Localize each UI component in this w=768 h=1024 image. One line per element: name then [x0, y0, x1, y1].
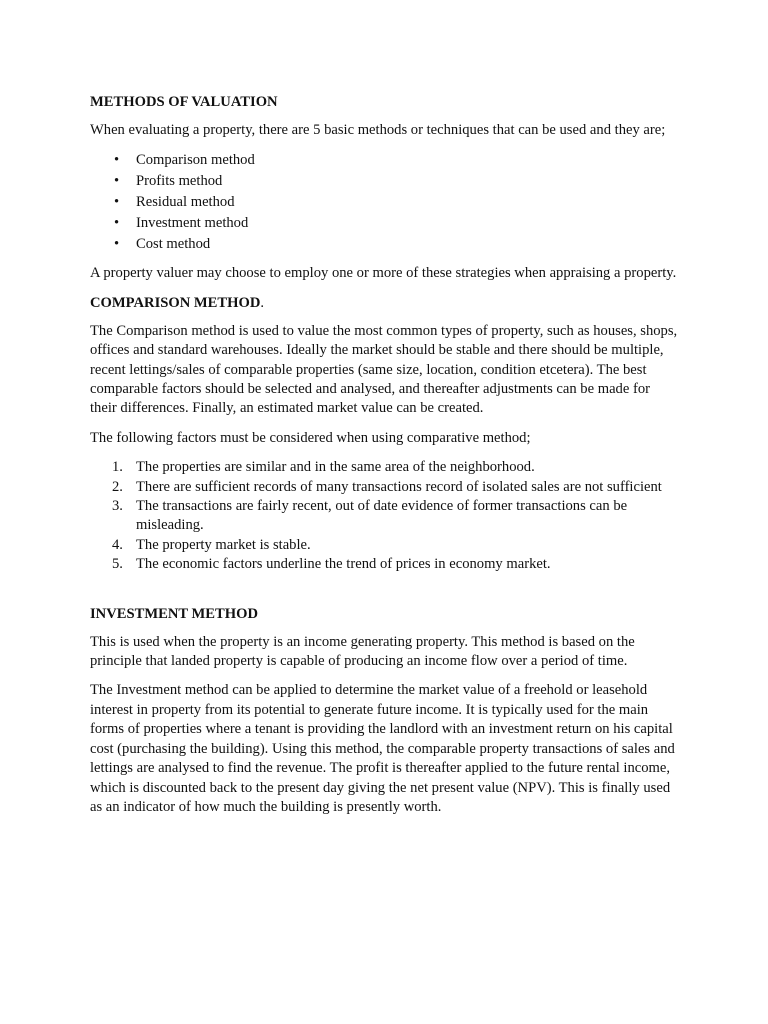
investment-heading: INVESTMENT METHOD [90, 605, 258, 622]
list-item [90, 555, 680, 574]
list-item-text: The transactions are fairly recent, out of date evidence of former transactions can be misleading. [136, 498, 628, 534]
comparison-paragraph-2: The following factors must be considered when using comparative method; [90, 429, 531, 446]
document-page [90, 93, 680, 827]
list-number: 5. [112, 556, 123, 573]
list-number: 3. [112, 498, 123, 515]
list-item-text: Investment method [136, 214, 249, 231]
section-spacer [90, 585, 680, 605]
methods-heading: METHODS OF VALUATION [90, 94, 278, 110]
methods-outro: A property valuer may choose to employ one or more of these strategies when appraising a property. [90, 265, 677, 282]
comparison-factors-list [90, 458, 680, 574]
list-number: 1. [112, 459, 123, 476]
list-item [90, 192, 680, 213]
comparison-heading [90, 294, 680, 313]
methods-list [90, 150, 680, 254]
list-item-text: Cost method [136, 235, 211, 252]
list-number: 4. [112, 536, 123, 553]
list-item [90, 213, 680, 234]
list-item [90, 478, 680, 497]
bullet-icon: • [114, 235, 120, 252]
bullet-icon: • [114, 152, 120, 169]
list-item [90, 497, 680, 536]
investment-paragraph-1: This is used when the property is an income generating property. This method is based on the principle that landed property is capable of producing an income flow over a period of time. [90, 633, 635, 670]
list-item-text: The property market is stable. [136, 536, 311, 553]
list-item-text: The economic factors underline the trend of prices in economy market. [136, 556, 551, 573]
list-item-text: Residual method [136, 194, 235, 210]
investment-paragraph-2: The Investment method can be applied to determine the market value of a freehold or leasehold interest in property from its potential to generate future income. It is typically used for the main forms of properties where a tenant is providing the landlord with an investment return on his capital cost (purchasing the building). Using this method, the comparable property transactions of sales and lettings are analysed to find the revenue. The profit is thereafter applied to the future rental income, which is discounted back to the present day giving the net present value (NPV). This is finally used as an indicator of how much the building is presently worth. [90, 682, 675, 815]
comparison-paragraph-1: The Comparison method is used to value the most common types of property, such as houses, shops, offices and standard warehouses. Ideally the market should be stable and there should be multiple, recent lettings/sales of comparable properties (same size, location, condition etcetera). The best comparable factors should be selected and analysed, and thereafter adjustments can be made for their differences. Finally, an estimated market value can be created. [90, 322, 678, 417]
list-item [90, 234, 680, 255]
list-item-text: The properties are similar and in the same area of the neighborhood. [136, 459, 535, 476]
list-item [90, 171, 680, 192]
list-number: 2. [112, 478, 123, 495]
methods-intro: When evaluating a property, there are 5 basic methods or techniques that can be used and they are; [90, 122, 666, 138]
list-item-text: There are sufficient records of many transactions record of isolated sales are not sufficient [136, 478, 662, 495]
bullet-icon: • [114, 214, 120, 231]
comparison-heading-suffix: . [260, 294, 265, 311]
list-item [90, 536, 680, 555]
list-item-text: Comparison method [136, 152, 255, 169]
list-item [90, 150, 680, 171]
bullet-icon: • [114, 173, 120, 190]
bullet-icon: • [114, 194, 120, 210]
list-item [90, 458, 680, 477]
comparison-heading-text: COMPARISON METHOD [90, 294, 261, 311]
list-item-text: Profits method [136, 173, 223, 190]
